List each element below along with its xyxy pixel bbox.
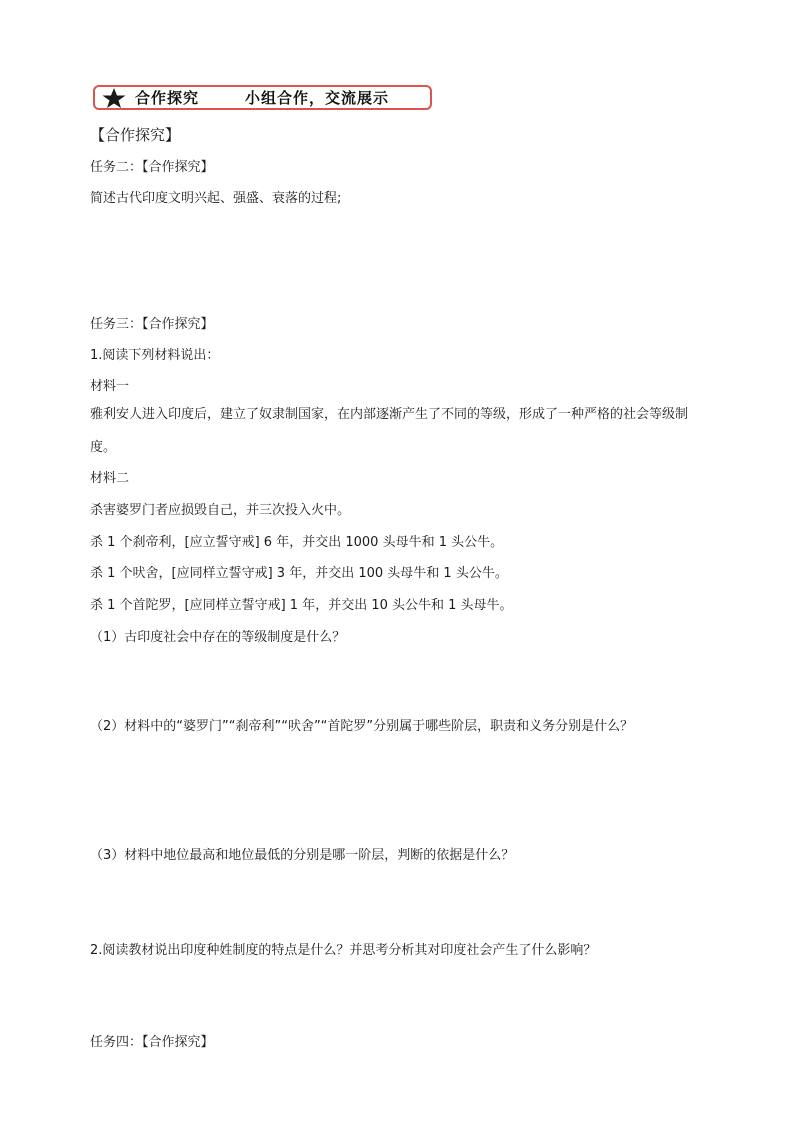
task3-question-2: 2.阅读教材说出印度种姓制度的特点是什么？并思考分析其对印度社会产生了什么影响？ bbox=[90, 943, 597, 958]
material2-label: 材料二 bbox=[90, 471, 130, 486]
task2-question: 简述古代印度文明兴起、强盛、衰落的过程; bbox=[90, 191, 342, 206]
sub-question-2: （2）材料中的“婆罗门”“刹帝利”“吠舍”“首陀罗”分别属于哪些阶层，职责和义务分别是什么？ bbox=[90, 719, 634, 734]
section-title: 【合作探究】 bbox=[90, 126, 181, 144]
material2-line: 杀 1 个吠舍，[应同样立誓守戒] 3 年，并交出 100 头母牛和 1 头公牛。 bbox=[90, 566, 508, 581]
section-banner bbox=[93, 85, 432, 110]
sub-question-3: （3）材料中地位最高和地位最低的分别是哪一阶层，判断的依据是什么？ bbox=[90, 848, 515, 863]
task3-heading: 任务三：【合作探究】 bbox=[90, 317, 214, 332]
banner-left-text: 合作探究 bbox=[135, 89, 200, 107]
material1-text: 雅利安人进入印度后，建立了奴隶制国家，在内部逐渐产生了不同的等级，形成了一种严格的社会等级制度。 bbox=[90, 407, 689, 455]
task3-q1-intro: 1.阅读下列材料说出： bbox=[90, 348, 220, 363]
material2-line: 杀 1 个首陀罗，[应同样立誓守戒] 1 年，并交出 10 头公牛和 1 头母牛。 bbox=[90, 598, 513, 613]
material2-line: 杀害婆罗门者应损毁自己，并三次投入火中。 bbox=[90, 503, 351, 518]
sub-question-1: （1）古印度社会中存在的等级制度是什么？ bbox=[90, 630, 346, 645]
material1-label: 材料一 bbox=[90, 379, 130, 394]
material2-line: 杀 1 个刹帝利，[应立誓守戒] 6 年，并交出 1000 头母牛和 1 头公牛。 bbox=[90, 535, 504, 550]
banner-right-text: 小组合作，交流展示 bbox=[245, 89, 390, 107]
task4-heading: 任务四：【合作探究】 bbox=[90, 1035, 214, 1050]
task2-heading: 任务二：【合作探究】 bbox=[90, 160, 214, 175]
star-icon bbox=[101, 87, 127, 109]
